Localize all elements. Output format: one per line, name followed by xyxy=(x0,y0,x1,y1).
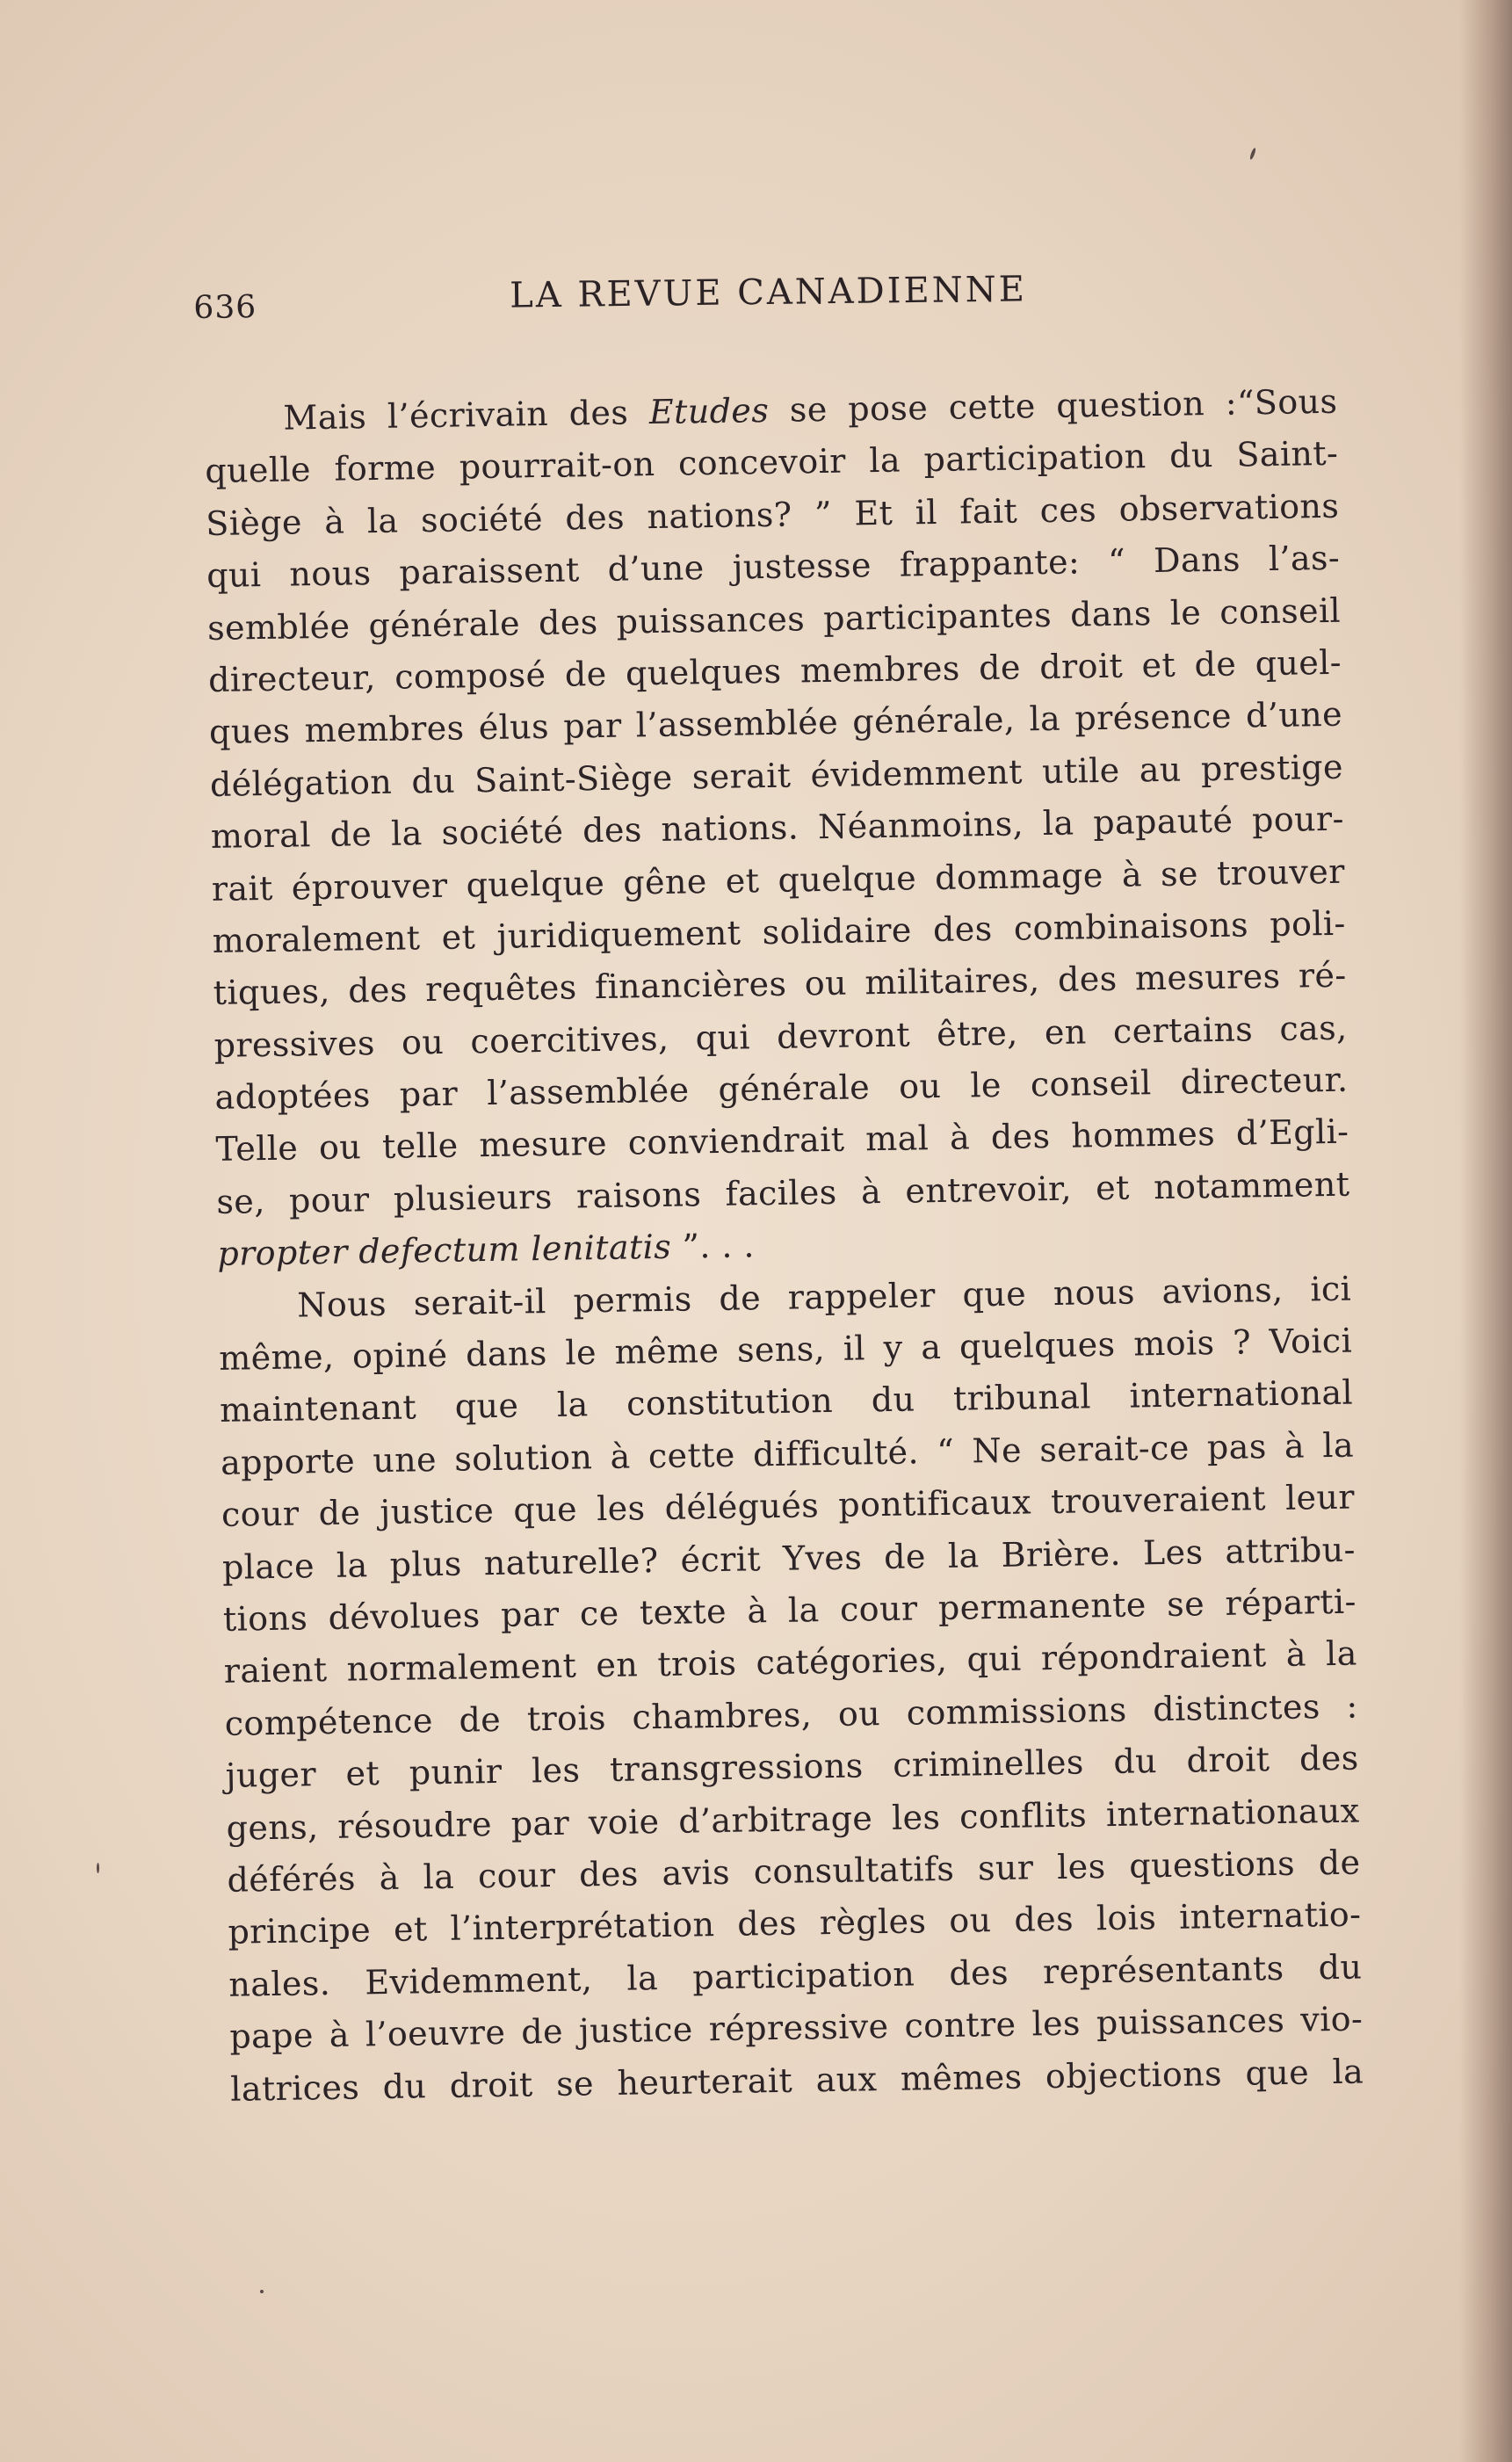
body-text xyxy=(204,376,1364,2116)
text-line: apporte une solution à cette difficulté. “ Ne serait-ce pas à la xyxy=(220,1425,1355,1482)
text-line: nales. Evidemment, la participation des représentants du xyxy=(228,1947,1363,2004)
text-line: ques membres élus par l’assemblée générale, la présence d’une xyxy=(208,695,1343,752)
text-line: Siège à la société des nations? ” Et il fait ces observations xyxy=(205,486,1340,543)
text-line: gens, résoudre par voie d’arbitrage les conflits internationaux xyxy=(226,1791,1360,1848)
text-line: Telle ou telle mesure conviendrait mal à des hommes d’Egli- xyxy=(215,1112,1349,1169)
italic-title-etudes: Etudes xyxy=(648,390,770,432)
text-line: délégation du Saint-Siège serait évidemment utile au prestige xyxy=(209,747,1344,804)
text-line: Nous serait-il permis de rappeler que nous avions, ici xyxy=(296,1269,1352,1325)
text-line: adoptées par l’assemblée générale ou le conseil directeur. xyxy=(214,1060,1349,1117)
italic-latin-phrase: propter defectum lenitatis xyxy=(217,1227,672,1274)
text-line: pape à l’oeuvre de justice répressive contre les puissances vio- xyxy=(229,1999,1364,2056)
text-line: propter defectum lenitatis ”. . . xyxy=(217,1226,756,1274)
text-line: tiques, des requêtes financières ou militaires, des mesures ré- xyxy=(213,955,1347,1013)
text-line: place la plus naturelle? écrit Yves de la Brière. Les attribu- xyxy=(221,1530,1356,1587)
text-line: déférés à la cour des avis consultatifs sur les questions de xyxy=(227,1843,1361,1900)
text-line: se, pour plusieurs raisons faciles à entrevoir, et notamment xyxy=(216,1164,1350,1221)
text-line: principe et l’interprétation des règles ou des lois internatio- xyxy=(228,1894,1362,1952)
binding-shadow xyxy=(1459,0,1512,2462)
text-line: même, opiné dans le même sens, il y a quelques mois ? Voici xyxy=(218,1321,1353,1378)
text-line: tions dévolues par ce texte à la cour permanente se réparti- xyxy=(222,1582,1357,1639)
text-line: latrices du droit se heurterait aux mêmes objections que la xyxy=(229,2052,1364,2109)
text-line: juger et punir les transgressions criminelles du droit des xyxy=(225,1738,1359,1795)
text-line: directeur, composé de quelques membres de droit et de quel- xyxy=(207,642,1342,699)
text-line: semblée générale des puissances participantes dans le conseil xyxy=(206,590,1342,648)
text-line: compétence de trois chambres, ou commissions distinctes : xyxy=(224,1686,1358,1743)
paper-speck xyxy=(260,2290,264,2293)
text-line: maintenant que la constitution du tribunal international xyxy=(219,1373,1354,1430)
text-line: quelle forme pourrait-on concevoir la participation du Saint- xyxy=(205,434,1339,491)
text-line: moral de la société des nations. Néanmoins, la papauté pour- xyxy=(210,799,1345,857)
text-line: cour de justice que les délégués pontificaux trouveraient leur xyxy=(221,1477,1356,1535)
journal-title: LA REVUE CANADIENNE xyxy=(509,269,1028,316)
text-line: rait éprouver quelque gêne et quelque dommage à se trouver xyxy=(211,851,1346,909)
running-head xyxy=(193,265,1336,332)
paper-speck xyxy=(97,1863,99,1873)
page-number: 636 xyxy=(193,289,257,326)
text-line: qui nous paraissent d’une justesse frappante: “ Dans l’as- xyxy=(206,538,1341,596)
paper-speck xyxy=(1249,148,1257,161)
text-line: moralement et juridiquement solidaire des combinaisons poli- xyxy=(212,903,1346,960)
text-line: raient normalement en trois catégories, qui répondraient à la xyxy=(223,1633,1358,1691)
text-line: Mais l’écrivain des Etudes se pose cette question :“Sous xyxy=(283,381,1338,438)
text-line: pressives ou coercitives, qui devront être, en certains cas, xyxy=(213,1008,1348,1065)
